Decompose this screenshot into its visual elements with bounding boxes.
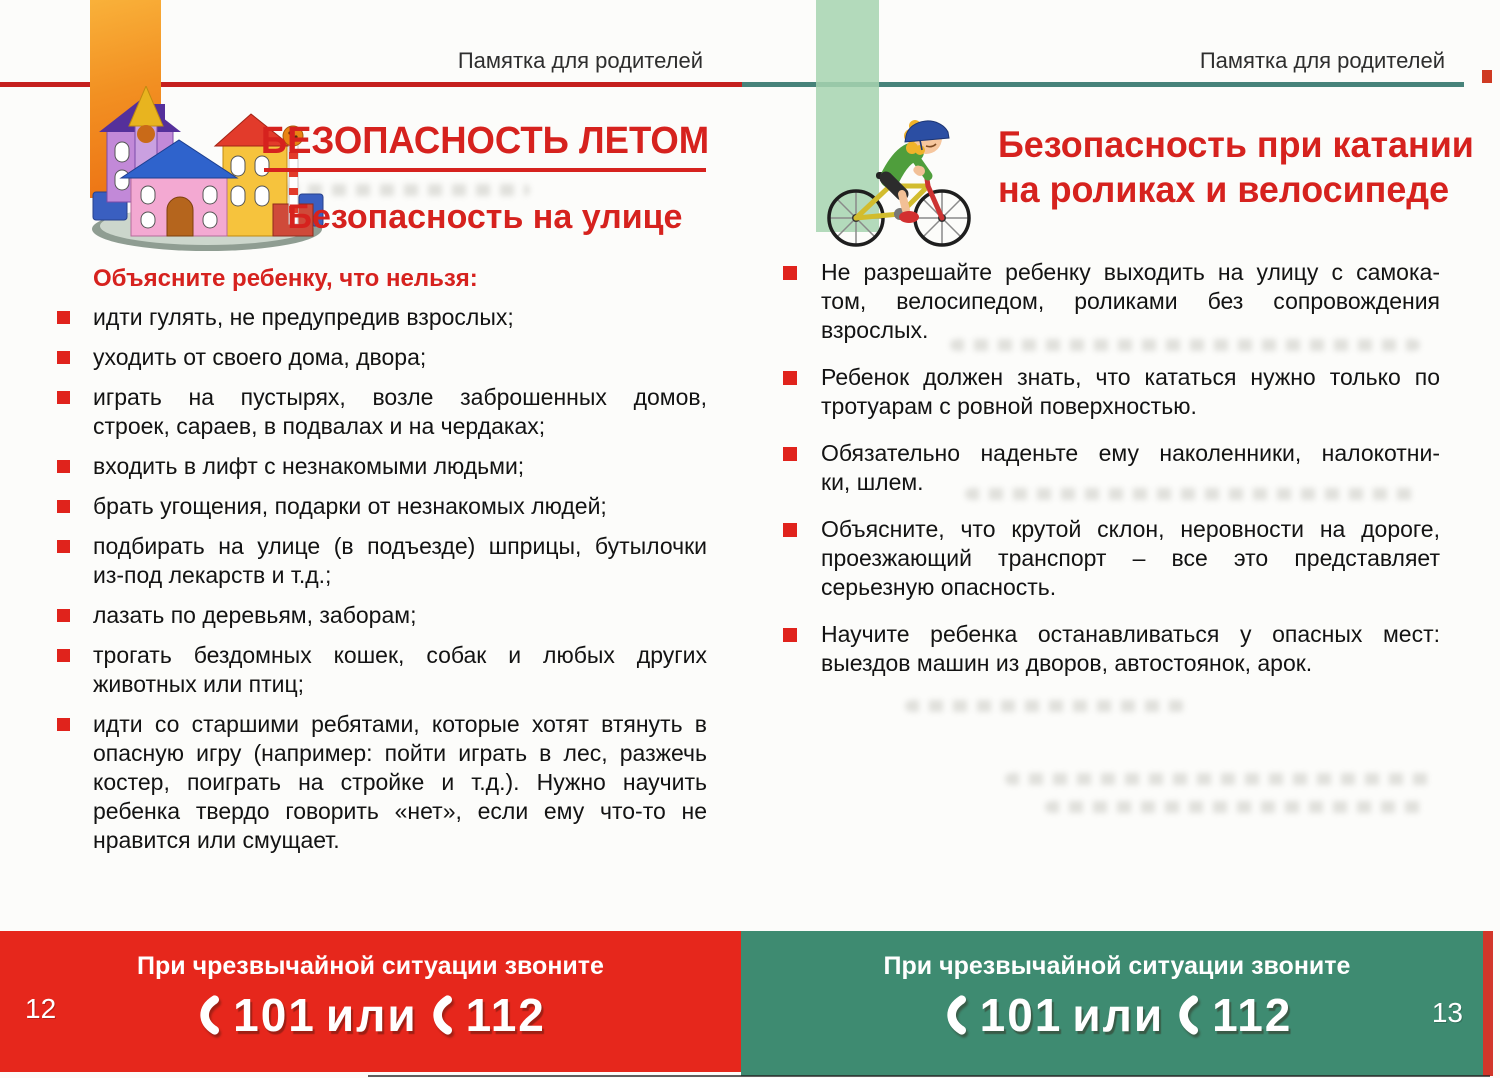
section-title-line1: Безопасность при катании <box>998 124 1474 165</box>
bullet-square <box>783 628 797 642</box>
bullet-square <box>57 540 70 553</box>
bullet-square <box>57 649 70 662</box>
page-header-left: Памятка для родителей <box>457 48 703 73</box>
bullet-square <box>57 609 70 622</box>
list-item-line: брать угощения, подарки от незнакомых людей; <box>93 493 607 519</box>
list-item <box>57 710 707 855</box>
scan-edge-line <box>368 1075 1490 1077</box>
list-item <box>57 303 707 332</box>
list-item-line: играть на пустырях, возле заброшенных домов, <box>93 384 707 410</box>
list-item-line: опасную игру (например: пойти играть в лес, разжечь <box>93 740 707 766</box>
list-item <box>57 383 707 441</box>
list-item <box>57 601 707 630</box>
bullet-square <box>57 718 70 731</box>
list-item-line: Научите ребенка останавливаться у опасных мест: <box>821 621 1440 647</box>
bullet-square <box>57 311 70 324</box>
list-item <box>57 492 707 521</box>
page-number-left: 12 <box>25 993 57 1024</box>
phone-separator: или <box>325 989 418 1041</box>
list-item-line: взрослых. <box>821 317 929 343</box>
bullet-square <box>57 351 70 364</box>
list-item-line: идти со старшими ребятами, которые хотят втянуть в <box>93 711 707 737</box>
list-item-line: Обязательно наденьте ему наколенники, налокотни- <box>821 440 1440 466</box>
phone-number-112: 112 <box>1212 989 1293 1041</box>
section-subtitle: Безопасность на улице <box>287 198 683 236</box>
list-item-line: строек, сараев, в подвалах и на чердаках; <box>93 413 546 439</box>
list-item-line: костер, поиграть на стройке и т.д.). Нужно научить <box>93 769 707 795</box>
emergency-banner-right <box>741 931 1493 1076</box>
list-item <box>57 641 707 699</box>
list-item-line: том, велосипедом, роликами без сопровождения <box>821 288 1440 314</box>
street-safety-list <box>57 303 707 866</box>
scan-artifact <box>1005 773 1435 785</box>
list-item-line: ки, шлем. <box>821 469 924 495</box>
list-item <box>57 452 707 481</box>
list-item-line: уходить от своего дома, двора; <box>93 344 427 370</box>
list-item-line: лазать по деревьям, заборам; <box>93 602 417 628</box>
bullet-square <box>57 460 70 473</box>
list-item-line: серьезную опасность. <box>821 574 1057 600</box>
scan-artifact <box>905 700 1185 712</box>
phone-handset-icon <box>1174 993 1200 1037</box>
list-item-line: ребенка твердо говорить «нет», если ему что-то не <box>93 798 707 824</box>
bullet-square <box>57 500 70 513</box>
list-item-line: проезжающий транспорт – все это представляет <box>821 545 1440 571</box>
list-item-line: Объясните, что крутой склон, неровности на дороге, <box>821 516 1440 542</box>
emergency-text: При чрезвычайной ситуации звоните <box>137 952 604 980</box>
emergency-numbers <box>741 988 1493 1042</box>
list-heading: Объясните ребенку, что нельзя: <box>93 265 478 292</box>
page-header-right: Памятка для родителей <box>1199 48 1445 73</box>
bullet-square <box>783 371 797 385</box>
bullet-square <box>783 266 797 280</box>
scan-artifact <box>1045 801 1425 813</box>
list-item <box>783 363 1440 421</box>
cyclist-illustration <box>816 90 988 252</box>
emergency-numbers <box>0 988 741 1042</box>
list-item-line: входить в лифт с незнакомыми людьми; <box>93 453 525 479</box>
page-edge-mark <box>1482 70 1492 83</box>
list-item-line: Не разрешайте ребенку выходить на улицу с самока- <box>821 259 1440 285</box>
list-item <box>57 532 707 590</box>
list-item-line: Ребенок должен знать, что кататься нужно только по <box>821 364 1440 390</box>
bullet-square <box>783 447 797 461</box>
list-item-line: трогать бездомных кошек, собак и любых других <box>93 642 707 668</box>
list-item-line: подбирать на улице (в подъезде) шприцы, бутылочки <box>93 533 707 559</box>
list-item-line: тротуарам с ровной поверхностью. <box>821 393 1197 419</box>
list-item-line: выездов машин из дворов, автостоянок, арок. <box>821 650 1313 676</box>
phone-number-112: 112 <box>465 989 546 1041</box>
section-title-line2: на роликах и велосипеде <box>998 169 1450 210</box>
section-title: БЕЗОПАСНОСТЬ ЛЕТОМ <box>260 120 710 162</box>
list-item-line: нравится или смущает. <box>93 827 340 853</box>
bullet-square <box>57 391 70 404</box>
phone-number-101: 101 <box>233 989 316 1041</box>
phone-number-101: 101 <box>979 989 1063 1041</box>
phone-handset-icon <box>942 993 968 1037</box>
page-number-right: 13 <box>1431 997 1463 1028</box>
list-item <box>783 515 1440 602</box>
bullet-square <box>783 523 797 537</box>
list-item-line: идти гулять, не предупредив взрослых; <box>93 304 514 330</box>
list-item <box>783 620 1440 678</box>
list-item <box>783 439 1440 497</box>
page-edge-red-strip <box>1483 931 1493 1076</box>
phone-separator: или <box>1072 989 1165 1041</box>
title-underline <box>264 168 706 172</box>
phone-handset-icon <box>195 993 221 1037</box>
phone-handset-icon <box>428 993 454 1037</box>
riding-safety-list <box>783 258 1440 696</box>
emergency-banner-left <box>0 931 741 1072</box>
emergency-text: При чрезвычайной ситуации звоните <box>883 952 1351 980</box>
list-item-line: животных или птиц; <box>93 671 305 697</box>
list-item <box>57 343 707 372</box>
list-item-line: из-под лекарств и т.д.; <box>93 562 332 588</box>
list-item <box>783 258 1440 345</box>
